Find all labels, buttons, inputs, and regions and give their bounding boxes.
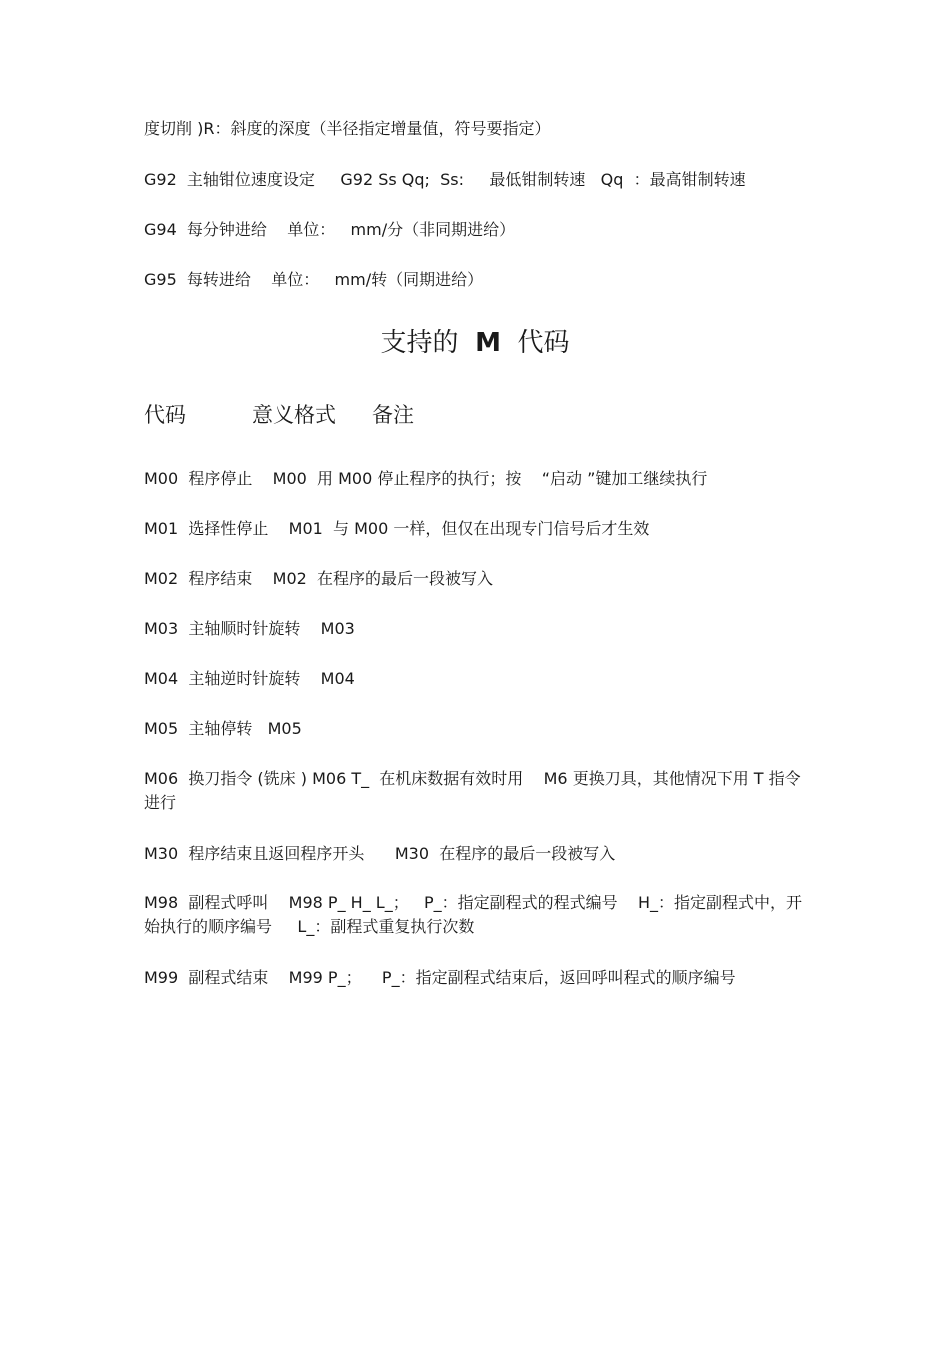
section-title-bold: M: [475, 328, 501, 358]
m-code-m30: M30 程序结束且返回程序开头 M30 在程序的最后一段被写入: [144, 844, 616, 863]
intro-line-g92: G92 主轴钳位速度设定 G92 Ss Qq; Ss: 最低钳制转速 Qq ：最高钳制转速: [144, 170, 746, 189]
header-remark: 备注: [372, 403, 414, 427]
m-code-m02: M02 程序结束 M02 在程序的最后一段被写入: [144, 569, 494, 588]
m-code-m01: M01 选择性停止 M01 与 M00 一样，但仅在出现专门信号后才生效: [144, 519, 650, 538]
intro-line-g95: G95 每转进给 单位： mm/转（同期进给）: [144, 270, 484, 289]
header-code: 代码: [144, 403, 186, 427]
section-title: [0, 326, 950, 360]
section-title-suffix: 代码: [500, 328, 570, 358]
m-code-m00: M00 程序停止 M00 用 M00 停止程序的执行；按 “启动 ”键加工继续执行: [144, 469, 708, 488]
m-code-m98: M98 副程式呼叫 M98 P_ H_ L_； P_：指定副程式的程式编号 H_：指定副程式中，开始执行的顺序编号 L_：副程式重复执行次数: [144, 893, 802, 936]
intro-line-taper: 度切削 )R：斜度的深度（半径指定增量值，符号要指定）: [144, 119, 551, 138]
m-code-m05: M05 主轴停转 M05: [144, 719, 302, 738]
m-code-m06: M06 换刀指令 (铣床 ) M06 T_ 在机床数据有效时用 M6 更换刀具，其他情况下用 T 指令进行: [144, 769, 801, 812]
intro-line-g94: G94 每分钟进给 单位： mm/分（非同期进给）: [144, 220, 516, 239]
m-code-m03: M03 主轴顺时针旋转 M03: [144, 619, 355, 638]
header-meaning-format: 意义格式: [252, 403, 336, 427]
m-code-m99: M99 副程式结束 M99 P_； P_：指定副程式结束后，返回呼叫程式的顺序编号: [144, 968, 736, 987]
section-title-prefix: 支持的: [380, 328, 476, 358]
m-code-m04: M04 主轴逆时针旋转 M04: [144, 669, 355, 688]
